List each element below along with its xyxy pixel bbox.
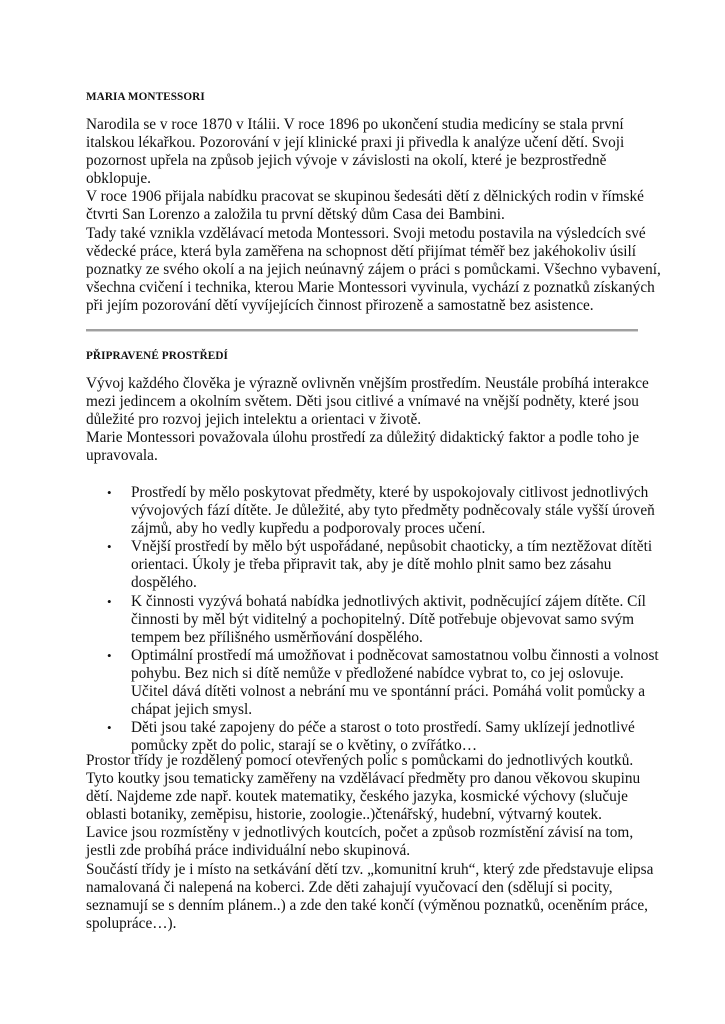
list-item: [86, 593, 661, 647]
environment-bullet-list: [86, 484, 661, 755]
text-line: Optimální prostředí má umožňovat i podněcovat samostatnou volbu činnosti a volnost: [131, 646, 659, 664]
text-line: důležité pro rozvoj jejich intelektu a orientaci v životě.: [86, 411, 422, 429]
text-line: K činnosti vyzývá bohatá nabídka jednotlivých aktivit, podněcující zájem dítěte. Cíl: [131, 592, 646, 610]
section-heading-pripravene-prostredi: PŘIPRAVENÉ PROSTŘEDÍ: [86, 350, 228, 362]
text-line: Narodila se v roce 1870 v Itálii. V roce 1896 po ukončení studia medicíny se stala první: [86, 116, 624, 133]
text-line: při jejím pozorování dětí vyvíjejících činnost přirozeně a samostatně bez asistence.: [86, 296, 594, 314]
text-line: chápat jejich smysl.: [131, 701, 253, 719]
text-line: všechna cvičení i technika, kterou Marie Montessori vyvinula, vychází z poznatků získaných: [86, 278, 655, 296]
section-heading-maria-montessori: MARIA MONTESSORI: [86, 91, 205, 103]
classroom-paragraph: [86, 752, 661, 933]
text-line: Vnější prostředí by mělo být uspořádané, nepůsobit chaoticky, a tím neztěžovat dítěti: [131, 538, 653, 556]
text-line: Vývoj každého člověka je výrazně ovlivněn vnějším prostředím. Neustále probíhá interakce: [86, 375, 649, 392]
text-line: mezi jedincem a okolním světem. Děti jsou citlivé a vnímavé na vnější podněty, které jsou: [86, 393, 639, 411]
text-line: Prostředí by mělo poskytovat předměty, které by uspokojovaly citlivost jednotlivých: [131, 484, 649, 501]
text-line: tempem bez přílišného usměrňování dospělého.: [131, 628, 423, 646]
bullet-icon: •: [107, 539, 112, 555]
text-line: orientaci. Úkoly je třeba připravit tak, aby je dítě mohlo plnit samo bez zásahu: [131, 556, 612, 574]
text-line: pozornost upřela na způsob jejich vývoje v závislosti na okolí, které je bezprostředně: [86, 152, 607, 170]
text-line: čtvrti San Lorenzo a založila tu první dětský dům Casa dei Bambini.: [86, 206, 505, 224]
list-item: [86, 538, 661, 592]
environment-intro-paragraph: [86, 375, 661, 465]
text-line: namalovaná či nalepená na koberci. Zde děti zahajují vyučovací den (sdělují si pocity,: [86, 878, 613, 896]
text-line: vědecké práce, která byla zaměřena na schopnost dětí přijímat téměř bez jakéhokoliv úsilí: [86, 242, 637, 260]
text-line: poznatky ze svého okolí a na jejich neúnavný zájem o práci s pomůckami. Všechno vybavení,: [86, 260, 661, 278]
bullet-icon: •: [107, 647, 112, 663]
text-line: Děti jsou také zapojeny do péče a starost o toto prostředí. Samy uklízejí jednotlivé: [131, 719, 635, 737]
text-line: zájmů, aby ho vedly kupředu a podporovaly proces učení.: [131, 520, 486, 538]
text-line: obklopuje.: [86, 170, 152, 188]
text-line: Tyto koutky jsou tematicky zaměřeny na vzdělávací předměty pro danou věkovou skupinu: [86, 770, 641, 788]
bullet-icon: •: [107, 593, 112, 609]
text-line: Součástí třídy je i místo na setkávání dětí tzv. „komunitní kruh“, který zde představuje elipsa: [86, 860, 654, 878]
bullet-icon: •: [107, 720, 112, 736]
text-line: dospělého.: [131, 574, 197, 592]
text-line: Prostor třídy je rozdělený pomocí otevřených polic s pomůckami do jednotlivých koutků.: [86, 752, 634, 769]
text-line: italskou lékařkou. Pozorování v její klinické praxi ji přivedla k analýze učení dětí. Svoji: [86, 134, 625, 152]
text-line: seznamují se s denním plánem..) a zde den také končí (výměnou poznatků, oceněním práce,: [86, 896, 648, 914]
text-line: jestli zde probíhá práce individuální nebo skupinová.: [86, 842, 411, 860]
list-item: [86, 647, 661, 719]
bullet-icon: •: [107, 485, 112, 500]
text-line: upravovala.: [86, 447, 158, 465]
list-item: [86, 484, 661, 538]
text-line: Marie Montessori považovala úlohu prostředí za důležitý didaktický faktor a podle toho je: [86, 429, 640, 447]
text-line: Tady také vznikla vzdělávací metoda Montessori. Svoji metodu postavila na výsledcích své: [86, 224, 646, 242]
text-line: spolupráce…).: [86, 914, 177, 932]
text-line: pohybu. Bez nich si dítě nemůže v předložené nabídce vybrat to, co jej oslovuje.: [131, 664, 624, 682]
text-line: dětí. Najdeme zde např. koutek matematiky, českého jazyka, kosmické výchovy (slučuje: [86, 788, 628, 806]
text-line: oblasti botaniky, zeměpisu, historie, zoologie..)čtenářský, hudební, výtvarný koutek.: [86, 806, 603, 824]
text-line: činnosti by měl být viditelný a pochopitelný. Dítě potřebuje objevovat samo svým: [131, 610, 635, 628]
text-line: V roce 1906 přijala nabídku pracovat se skupinou šedesáti dětí z dělnických rodin v římské: [86, 188, 644, 206]
text-line: Učitel dává dítěti volnost a nebrání mu ve spontánní práci. Pomáhá volit pomůcky a: [131, 683, 646, 701]
biography-paragraph: [86, 116, 661, 315]
list-item: [86, 719, 661, 755]
text-line: Lavice jsou rozmístěny v jednotlivých koutcích, počet a způsob rozmístění závisí na tom,: [86, 824, 634, 842]
text-line: vývojových fází dítěte. Je důležité, aby tyto předměty podněcovaly stále vyšší úroveň: [131, 502, 655, 520]
text-line: pomůcky zpět do polic, starají se o květiny, o zvířátko…: [131, 737, 478, 755]
horizontal-divider: [86, 329, 638, 332]
